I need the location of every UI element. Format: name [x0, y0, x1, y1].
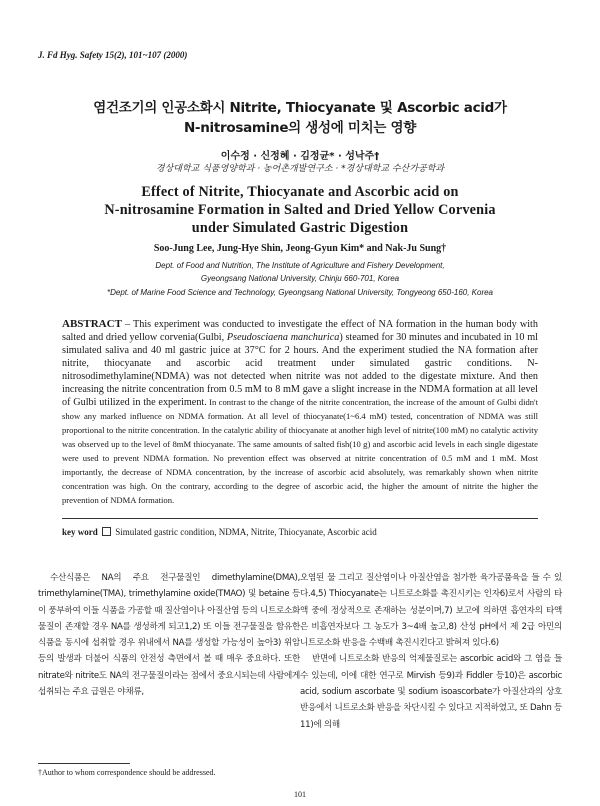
body-right-paragraph-2: 반면에 니트로소화 반응의 억제물질로는 ascorbic acid와 그 염을 들 수 있는데, 이에 대한 연구로 Mirvish 등9)과 Fiddler 등10)은 ascorbic acid, sodium ascorbate 및 sodium isoascorbate가 아질산과의 상호반응에서 니트로소화 반응을 차단시킬 수 있다고 지적하였고, 또 Dahn 등11)에 의해	[300, 654, 562, 730]
abstract-text-1: This experiment was conducted to investigate the effect of NA formation in the human body with salted and dried yellow corvenia(Gulbi,	[62, 319, 538, 343]
body-right-paragraph-1: 오염된 물 그리고 질산염이나 아질산염을 첨가한 육가공품육을 들 수 있다.4,5) Thiocyanate는 니트로소화를 촉진시키는 인자6)로서 사람의 타액 중에 정상적으로 존재하는 성분이며,7) 보고에 의하면 흡연자의 타액은 비흡연자보다 그 농도가 3~4배 높고,8) 산성 pH에서 제 2급 아민의 니트로소화 반응을 수백배 촉진시킨다고 밝혀져 있다.6)	[300, 573, 562, 649]
abstract-text-2: ) steamed for 30 minutes and incubated in 10 ml simulated saliva and 40 ml gastric juice at 37°C for 2 hours. And the experiment studied the NA formation after nitrite, thiocyanate and ascorbic acid treatment under simulated gastric conditions. N-nitrosodimethylamine(NDMA) was not detected when nitrite was not added to the digestate mixture. And then increasing the nitrite concentration from 0.5 mM to 8 mM gave a slight increase in the NDMA formation at all level of Gulbi utilized in the experiment.	[62, 331, 538, 409]
abstract-divider	[62, 518, 538, 519]
journal-citation: J. Fd Hyg. Safety 15(2), 101~107 (2000)	[38, 50, 188, 60]
body-left-column	[38, 570, 300, 700]
abstract	[62, 318, 538, 508]
footnote-divider	[38, 763, 130, 764]
english-affiliation-line-1: Dept. of Food and Nutrition, The Institute of Agriculture and Fishery Development,	[155, 261, 445, 270]
checkbox-icon	[102, 527, 111, 536]
body-left-paragraph: 수산식품은 NA의 주요 전구물질인 dimethylamine(DMA), trimethylamine(TMA), trimethylamine oxide(TMAO) 및 betaine 등이 풍부하여 이들 식품을 가공할 때 질산염이나 아질산염 등의 니트로소화 물질이 존재할 경우 NA를 생성하게 되고1,2) 또 이들 전구물질을 함유한 식품을 동시에 섭취할 경우 위내에서 NA를 생성할 가능성이 높아3) 위암 등의 발생과 더불어 식품의 안전성 측면에서 볼 때 매우 중요하다. 또한 nitrate와 nitrite도 NA의 전구물질이라는 점에서 중요시되는데 사람에게 섭취되는 주요 급원은 야채류,	[38, 573, 300, 698]
english-title-line-1: Effect of Nitrite, Thiocyanate and Ascorbic acid on	[141, 184, 459, 200]
abstract-text-3: In contrast to the change of the nitrite concentration, the increase of the amount of Gulbi didn't show any marked influence on NDMA formation. At all level of thiocyanate(1~6.4 mM) tested, concentration of NDMA was still proportional to the nitrite concentration. In the catalytic ability of thiocyanate at another high level of nitrite(100 mM) no catalytic activity was observed up to the level of 8mM thiocyanate. The same amounts of salted fish(10 g) and ascorbic acid levels in each single digestate were used to prevent NDMA formation. No prevention effect was observed at nitrite concentration of 0.5 mM and 1 mM. Most importantly, the decrease of NDMA concentration, by the increase of ascorbic acid absolutely, was remarkably shown when nitrite concentration was high. On the contrary, according to the degree of ascorbic acid, the higher the amount of nitrite the higher the prevention of NDMA formation.	[62, 397, 538, 505]
english-affiliation-line-3: *Dept. of Marine Food Science and Technology, Gyeongsang National University, Tongyeong 650-160, Korea	[106, 288, 494, 297]
keyword-label: key word	[62, 527, 98, 537]
abstract-species: Pseudosciaena manchurica	[226, 331, 340, 343]
abstract-label: ABSTRACT	[62, 318, 122, 330]
abstract-dash: –	[121, 319, 134, 330]
english-affiliation-line-2: Gyeongsang National University, Chinju 660-701, Korea	[200, 274, 400, 283]
keywords	[62, 527, 377, 537]
korean-title-line-1: 염건조기의 인공소화시 Nitrite, Thiocyanate 및 Ascorbic acid가	[93, 100, 507, 116]
footnote: †Author to whom correspondence should be addressed.	[38, 768, 216, 777]
body-right-column	[300, 570, 562, 733]
keyword-text: Simulated gastric condition, NDMA, Nitrite, Thiocyanate, Ascorbic acid	[115, 527, 377, 537]
korean-authors: 이수정 · 신정혜 · 김정균* · 성낙주†	[220, 151, 380, 162]
page-number: 101	[294, 790, 306, 799]
korean-title-line-2: N-nitrosamine의 생성에 미치는 영향	[183, 120, 417, 136]
korean-affiliation: 경상대학교 식품영양학과 · 농어촌개발연구소 · *경상대학교 수산가공학과	[155, 164, 445, 174]
english-title-line-3: under Simulated Gastric Digestion	[191, 220, 409, 236]
english-title-line-2: N-nitrosamine Formation in Salted and Dried Yellow Corvenia	[104, 202, 496, 218]
english-authors: Soo-Jung Lee, Jung-Hye Shin, Jeong-Gyun Kim* and Nak-Ju Sung†	[153, 243, 447, 254]
